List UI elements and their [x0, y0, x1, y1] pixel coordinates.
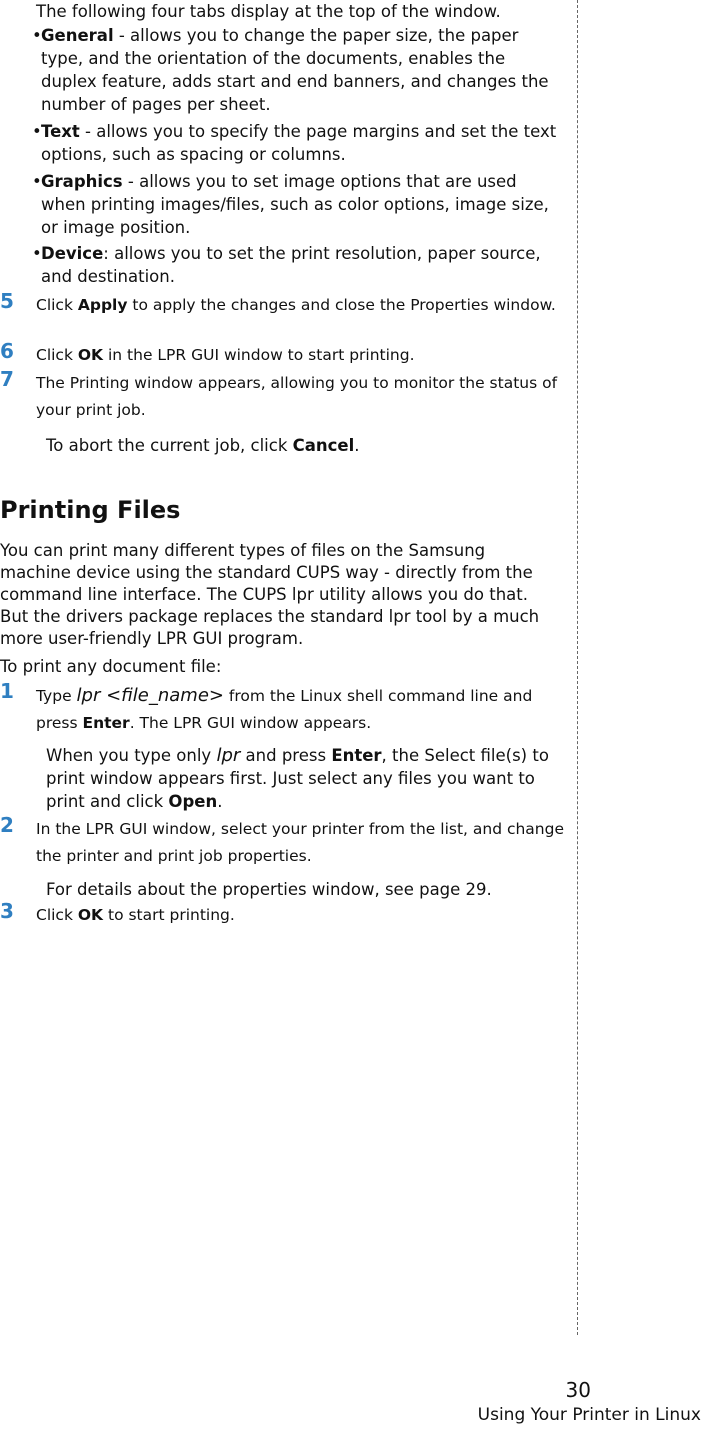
tab-device-name: Device: [41, 244, 104, 263]
step-text: In the LPR GUI window, select your printer from the list, and change the printer and print job properties.: [36, 820, 565, 865]
tab-graphics-item: • Graphics - allows you to set image options that are used when printing images/files, such as color options, image size, or image position.: [32, 172, 549, 237]
tab-general-name: General: [41, 26, 114, 45]
ok-label: OK: [77, 346, 104, 364]
command-text: lpr <file_name>: [76, 685, 224, 706]
tab-device-desc: : allows you to set the print resolution, paper source, and destination.: [41, 244, 541, 286]
step-2: [0, 813, 570, 870]
enter-label: Enter: [82, 714, 130, 732]
tab-graphics-desc: - allows you to set image options that are used when printing images/files, such as color options, image size, or image position.: [41, 172, 549, 237]
tab-text-name: Text: [41, 122, 80, 141]
abort-note: To abort the current job, click Cancel.: [46, 436, 360, 455]
ok-label: OK: [77, 906, 104, 924]
cancel-label: Cancel: [292, 436, 355, 455]
margin-dashed-rule: [577, 0, 578, 1335]
footer-title: Using Your Printer in Linux: [477, 1405, 701, 1425]
step-3: 3 Click OK to start printing.: [0, 899, 235, 924]
open-label: Open: [168, 792, 218, 811]
tab-general-desc: - allows you to change the paper size, the paper type, and the orientation of the documents, enables the duplex feature, adds start and end banners, and changes the number of pages per sheet.: [41, 26, 549, 114]
tab-text-item: • Text - allows you to specify the page margins and set the text options, such as spacing or columns.: [32, 122, 557, 164]
step-1-note: When you type only lpr and press Enter, the Select file(s) to print window appears first. Just select any files you want to print and click Open.: [46, 745, 549, 811]
step-text: The Printing window appears, allowing you to monitor the status of your print job.: [36, 374, 558, 419]
page-number: 30: [565, 1378, 591, 1402]
instruction-line: To print any document file:: [0, 657, 222, 676]
intro-paragraph: You can print many different types of files on the Samsung machine device using the standard CUPS way - directly from the command line interface. The CUPS lpr utility allows you do that. But the drivers package replaces the standard lpr tool by a much more user-friendly LPR GUI program.: [0, 541, 540, 648]
tab-general-item: • General - allows you to change the paper size, the paper type, and the orientation of the documents, enables the duplex feature, adds start and end banners, and changes the number of pages per sheet.: [32, 26, 549, 114]
step-number: 3: [0, 899, 14, 923]
step-number: 1: [0, 679, 14, 703]
step-number: 7: [0, 367, 14, 391]
step-number: 6: [0, 339, 14, 363]
section-heading: Printing Files: [0, 496, 181, 524]
tabs-intro: The following four tabs display at the top of the window.: [36, 2, 501, 21]
tab-text-desc: - allows you to specify the page margins and set the text options, such as spacing or columns.: [41, 122, 557, 164]
tab-graphics-name: Graphics: [41, 172, 123, 191]
step-1: 1 Type lpr <file_name> from the Linux shell command line and press Enter. The LPR GUI window appears.: [0, 679, 533, 732]
step-7: [0, 367, 570, 424]
tab-device-item: • Device: allows you to set the print resolution, paper source, and destination.: [32, 244, 541, 286]
apply-label: Apply: [77, 296, 128, 314]
step-2-note: For details about the properties window, see page 29.: [46, 880, 492, 899]
step-number: 5: [0, 289, 14, 313]
step-number: 2: [0, 813, 14, 837]
step-6: 6 Click OK in the LPR GUI window to start printing.: [0, 339, 415, 364]
step-5: 5 Click Apply to apply the changes and close the Properties window.: [0, 289, 556, 314]
